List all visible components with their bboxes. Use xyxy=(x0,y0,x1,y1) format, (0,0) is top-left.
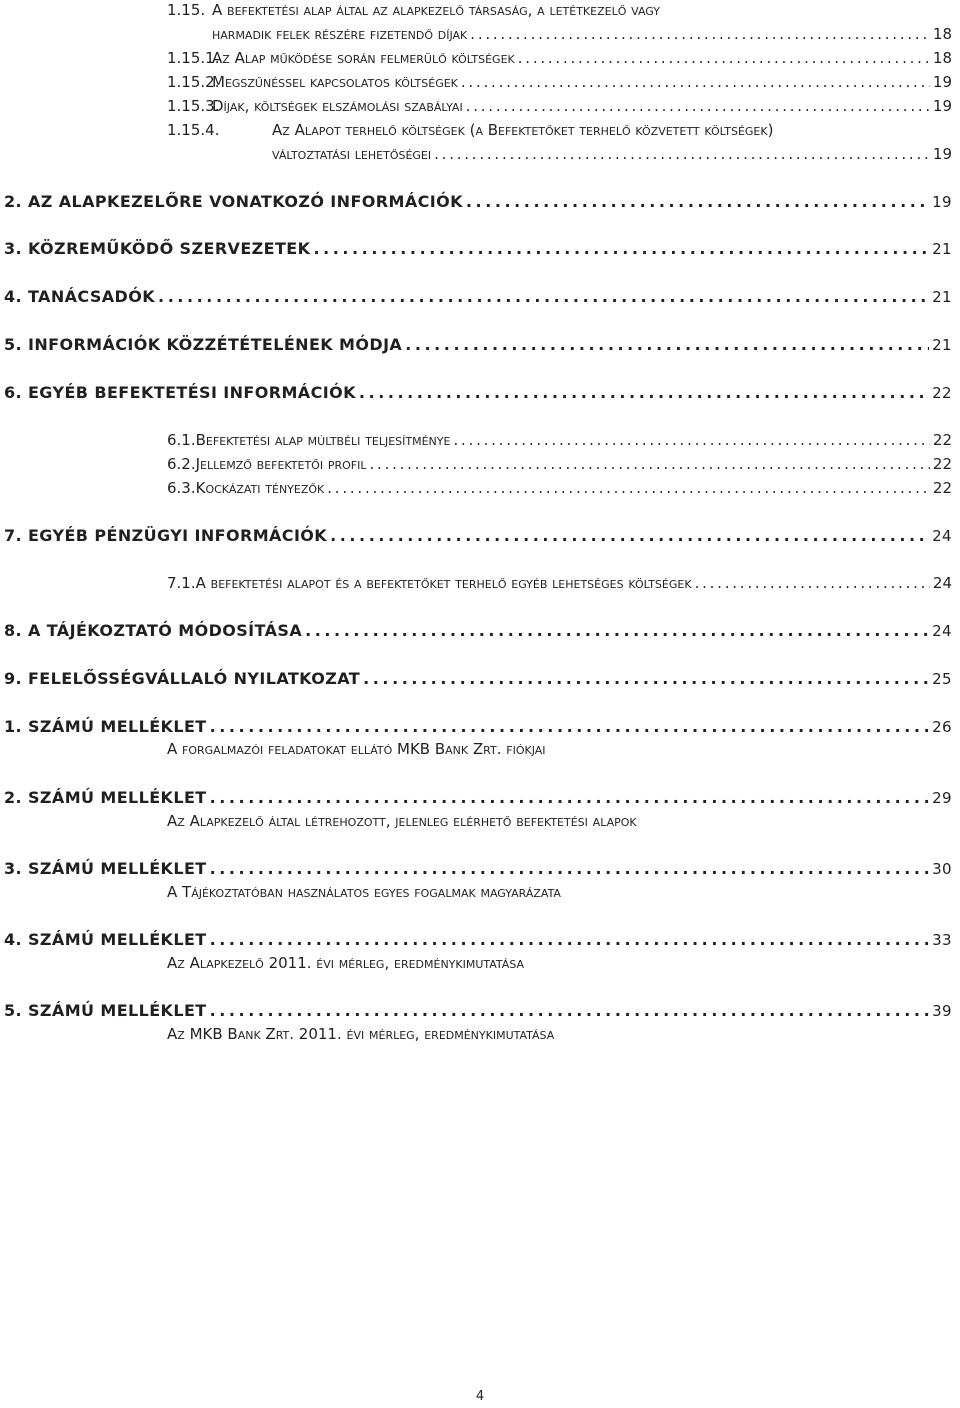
toc-entry-number: 6.3. xyxy=(167,479,196,497)
toc-appendix-3[interactable] xyxy=(4,859,952,878)
page-number: 22 xyxy=(932,455,952,473)
toc-section-title: 4. TANÁCSADÓK xyxy=(4,287,156,306)
toc-section-4[interactable] xyxy=(4,287,952,306)
toc-appendix-title: 5. SZÁMÚ MELLÉKLET xyxy=(4,1001,207,1020)
toc-entry-number: 6.2. xyxy=(167,455,196,473)
dot-leader xyxy=(210,788,930,807)
page-number: 19 xyxy=(932,193,952,211)
dot-leader xyxy=(210,717,930,736)
toc-entry-6-2[interactable] xyxy=(167,455,952,473)
toc-section-7[interactable] xyxy=(4,526,952,545)
dot-leader xyxy=(695,574,930,592)
page-number: 24 xyxy=(932,574,952,592)
toc-entry-title: Befektetési alap múltbéli teljesítménye xyxy=(195,431,451,449)
dot-leader xyxy=(210,859,930,878)
toc-entry-6-3[interactable] xyxy=(167,479,952,497)
toc-entry-title: változtatási lehetőségei xyxy=(272,145,432,163)
toc-entry-title: A befektetési alapot és a befektetőket terhelő egyéb lehetséges költségek xyxy=(195,574,692,592)
page-number: 19 xyxy=(932,97,952,115)
toc-appendix-2-description: Az Alapkezelő által létrehozott, jelenleg elérhető befektetési alapok xyxy=(167,812,637,830)
toc-entry-1-15[interactable] xyxy=(212,25,952,43)
page-number: 25 xyxy=(932,670,952,688)
toc-entry-title: Díjak, költségek elszámolási szabályai xyxy=(212,97,463,115)
dot-leader xyxy=(327,479,930,497)
page-number: 30 xyxy=(932,860,952,878)
toc-section-title: 7. EGYÉB PÉNZÜGYI INFORMÁCIÓK xyxy=(4,526,328,545)
toc-section-title: 2. AZ ALAPKEZELŐRE VONATKOZÓ INFORMÁCIÓK xyxy=(4,192,463,211)
toc-entry-title: Jellemző befektetői profil xyxy=(195,455,367,473)
toc-appendix-title: 1. SZÁMÚ MELLÉKLET xyxy=(4,717,207,736)
dot-leader xyxy=(158,287,929,306)
page-number: 24 xyxy=(932,527,952,545)
dot-leader xyxy=(305,621,929,640)
toc-section-5[interactable] xyxy=(4,335,952,354)
toc-section-8[interactable] xyxy=(4,621,952,640)
page-number: 19 xyxy=(932,145,952,163)
toc-entry-1-15-2[interactable] xyxy=(167,73,952,91)
toc-section-title: 9. FELELŐSSÉGVÁLLALÓ NYILATKOZAT xyxy=(4,669,361,688)
toc-appendix-4[interactable] xyxy=(4,930,952,949)
page-number: 18 xyxy=(932,49,952,67)
toc-section-6[interactable] xyxy=(4,383,952,402)
page-number: 26 xyxy=(932,718,952,736)
dot-leader xyxy=(470,25,930,43)
dot-leader xyxy=(359,383,929,402)
toc-entry-1-15-4-title-line1: Az Alapot terhelő költségek (a Befektetőket terhelő közvetett költségek) xyxy=(272,121,774,139)
toc-entry-6-1[interactable] xyxy=(167,431,952,449)
toc-entry-7-1[interactable] xyxy=(167,574,952,592)
toc-section-2[interactable] xyxy=(4,192,952,211)
toc-section-title: 3. KÖZREMŰKÖDŐ SZERVEZETEK xyxy=(4,239,311,258)
toc-appendix-title: 2. SZÁMÚ MELLÉKLET xyxy=(4,788,207,807)
page-number: 19 xyxy=(932,73,952,91)
toc-section-title: 8. A TÁJÉKOZTATÓ MÓDOSÍTÁSA xyxy=(4,621,303,640)
page-number: 21 xyxy=(932,336,952,354)
toc-appendix-4-description: Az Alapkezelő 2011. évi mérleg, eredménykimutatása xyxy=(167,954,525,972)
toc-section-9[interactable] xyxy=(4,669,952,688)
page-number: 39 xyxy=(932,1002,952,1020)
toc-section-title: 5. INFORMÁCIÓK KÖZZÉTÉTELÉNEK MÓDJA xyxy=(4,335,403,354)
page-number: 21 xyxy=(932,240,952,258)
toc-entry-number: 7.1. xyxy=(167,574,196,592)
toc-appendix-3-description: A Tájékoztatóban használatos egyes fogalmak magyarázata xyxy=(167,883,561,901)
toc-entry-title: Kockázati tényezők xyxy=(195,479,325,497)
toc-entry-number: 6.1. xyxy=(167,431,196,449)
page-number: 33 xyxy=(932,931,952,949)
page-number: 22 xyxy=(932,431,952,449)
toc-entry-1-15-num: 1.15. xyxy=(167,1,206,19)
toc-entry-1-15-4[interactable] xyxy=(272,145,952,163)
toc-entry-number: 1.15.3. xyxy=(167,97,220,115)
dot-leader xyxy=(330,526,929,545)
dot-leader xyxy=(313,239,929,258)
toc-appendix-1[interactable] xyxy=(4,717,952,736)
toc-entry-number: 1.15.1. xyxy=(167,49,220,67)
toc-entry-title: Az Alap működése során felmerülő költségek xyxy=(212,49,515,67)
dot-leader xyxy=(453,431,929,449)
toc-entry-1-15-4-num: 1.15.4. xyxy=(167,121,220,139)
dot-leader xyxy=(518,49,930,67)
toc-appendix-title: 4. SZÁMÚ MELLÉKLET xyxy=(4,930,207,949)
page-number: 29 xyxy=(932,789,952,807)
dot-leader xyxy=(370,455,930,473)
toc-section-3[interactable] xyxy=(4,239,952,258)
toc-entry-1-15-1[interactable] xyxy=(167,49,952,67)
dot-leader xyxy=(466,192,929,211)
dot-leader xyxy=(210,930,930,949)
page-number: 24 xyxy=(932,622,952,640)
footer-page-number: 4 xyxy=(475,1389,485,1404)
page-number: 18 xyxy=(932,25,952,43)
toc-appendix-2[interactable] xyxy=(4,788,952,807)
page-number: 21 xyxy=(932,288,952,306)
toc-entry-1-15-3[interactable] xyxy=(167,97,952,115)
page-number: 22 xyxy=(932,384,952,402)
dot-leader xyxy=(405,335,929,354)
page-number: 22 xyxy=(932,479,952,497)
dot-leader xyxy=(466,97,930,115)
toc-appendix-5[interactable] xyxy=(4,1001,952,1020)
dot-leader xyxy=(363,669,929,688)
toc-appendix-5-description: Az MKB Bank Zrt. 2011. évi mérleg, eredménykimutatása xyxy=(167,1025,555,1043)
dot-leader xyxy=(210,1001,930,1020)
toc-appendix-title: 3. SZÁMÚ MELLÉKLET xyxy=(4,859,207,878)
toc-entry-number: 1.15.2. xyxy=(167,73,220,91)
toc-section-title: 6. EGYÉB BEFEKTETÉSI INFORMÁCIÓK xyxy=(4,383,356,402)
toc-entry-title: harmadik felek részére fizetendő díjak xyxy=(212,25,468,43)
dot-leader xyxy=(434,145,930,163)
toc-entry-1-15-title-line1: A befektetési alap által az alapkezelő társaság, a letétkezelő vagy xyxy=(212,1,660,19)
toc-entry-title: Megszűnéssel kapcsolatos költségek xyxy=(212,73,458,91)
dot-leader xyxy=(461,73,930,91)
toc-appendix-1-description: A forgalmazói feladatokat ellátó MKB Bank Zrt. fiókjai xyxy=(167,740,546,758)
